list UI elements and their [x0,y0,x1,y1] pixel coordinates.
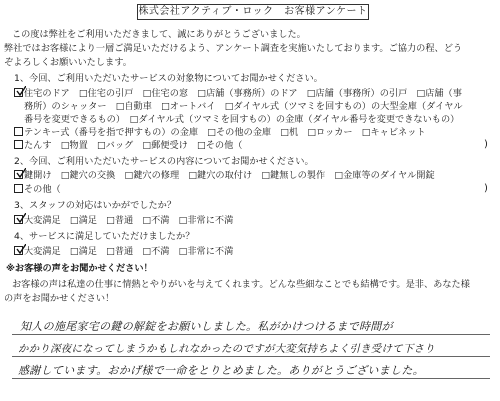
intro-line-3: ぞよろしくお願いいたします。 [4,57,132,68]
q1-option-line-4[interactable] [14,127,426,139]
q1-title: 1、今回、ご利用いただいたサービスの対象物についてお聞かせください。 [14,73,323,84]
q2-title: 2、今回、ご利用いただいたサービスの内容についてお聞かせください。 [14,156,314,167]
check-mark-icon [16,168,25,177]
writing-line [12,334,490,335]
q2-options-text-1: 鍵開け □鍵穴の交換 □鍵穴の修理 □鍵穴の取付け □鍵無しの製作 □金庫等のダイヤル開錠 [24,170,435,181]
q1-option-line-5[interactable] [14,140,242,152]
close-paren: ) [484,183,488,194]
q4-options[interactable] [14,246,233,258]
q1-option-line-3: 番号を変更できるもの） □ダイヤル式（ツマミを回すもの）の金庫（ダイヤル番号を変更できないもの） [24,114,460,125]
voice-title: ※お客様の声をお聞かせください！ [6,263,153,274]
q1-option-line-1[interactable] [14,88,462,100]
handwritten-line-1: 知人の施尾家宅の鍵の解錠をお願いしました。私がかけつけるまで時間が [20,320,393,333]
handwritten-line-3: 感謝しています。おかげ様で一命をとりとめました。ありがとうございました。 [18,364,424,377]
q3-options[interactable] [14,215,233,227]
q2-option-line-2[interactable] [14,184,61,196]
q3-options-text: 大変満足 □満足 □普通 □不満 □非常に不満 [24,215,234,226]
q1-option-line-2: 務所）のシャッター □自動車 □オートバイ □ダイヤル式（ツマミを回すもの）の大型金庫（ダイヤル [24,101,463,112]
survey-title: 株式会社アクティブ・ロック お客様アンケート [137,4,369,20]
voice-body-1: お客様の声は私達の仕事に情熱とやりがいを与えてくれます。どんな些細なことでも結構です。是非、あなた様 [12,279,470,290]
q1-options-text-5: たんす □物置 □バッグ □郵便受け □その他（ [24,140,243,151]
q4-options-text: 大変満足 □満足 □普通 □不満 □非常に不満 [24,246,234,257]
q4-title: 4、サービスに満足していただけましたか？ [14,231,195,242]
check-mark-icon [16,213,25,222]
check-mark-icon [16,86,25,95]
checkbox[interactable] [14,127,23,136]
q1-options-text-4: テンキー式（番号を指で押すもの）の金庫 □その他の金庫 □机 □ロッカー □キャビネット [24,127,426,138]
handwritten-line-2: かかり深夜になってしまうかもしれなかったのですが大変気持ちよく引き受けて下さり [18,343,435,355]
checkbox[interactable] [14,140,23,149]
checkbox[interactable] [14,184,23,193]
q3-title: 3、スタッフの対応はいかがでしたか？ [14,200,177,211]
q2-options-text-2: その他（ [24,184,61,195]
q1-options-text-1: 住宅のドア □住宅の引戸 □住宅の窓 □店舗（事務所）のドア □店舗（事務所）の引戸 □店舗（事 [24,88,462,99]
q2-option-line-1[interactable] [14,170,435,182]
writing-line [12,356,490,357]
intro-line-2: 弊社ではお客様により一層ご満足いただけるよう、アンケート調査を実施いたしております。ご協力の程、どう [4,43,463,54]
writing-line [12,378,490,379]
voice-body-2: の声をお聞かせください！ [4,293,115,304]
intro-line-1: この度は弊社をご利用いただきまして、誠にありがとうございました。 [12,29,306,40]
check-mark-icon [16,244,25,253]
close-paren: ) [484,139,488,150]
